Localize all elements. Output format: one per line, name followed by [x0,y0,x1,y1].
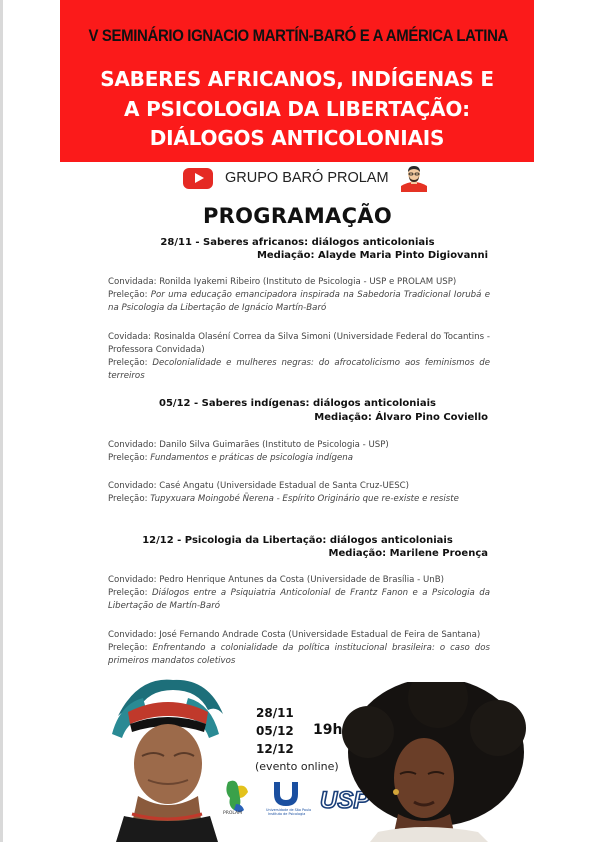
avatar-icon [399,164,429,192]
ip-usp-logo [266,782,311,816]
channel-row [183,164,429,192]
lecture-title: Tupyxuara Moingobé Ñerena - Espírito Originário que re-existe e resiste [150,494,459,504]
lecture-label: Preleção: [108,453,151,463]
channel-name: GRUPO BARÓ PROLAM [225,170,389,186]
lecture-line [108,642,490,668]
session-3-speaker-2 [108,629,490,668]
session-2-speaker-1 [108,439,490,465]
lecture-label: Preleção: [108,290,151,300]
session-2-title: 05/12 - Saberes indígenas: diálogos anticoloniais [159,398,436,409]
lecture-title: Fundamentos e práticas de psicologia indígena [150,453,353,463]
seminar-subtitle-line-3: DIÁLOGOS ANTICOLONIAIS [149,126,445,150]
seminar-title: V SEMINÁRIO IGNACIO MARTÍN-BARÓ E A AMÉRICA LATINA [88,26,508,45]
lecture-line [108,452,490,465]
lecture-line [108,493,490,506]
guest-line: Convidado: Danilo Silva Guimarães (Instituto de Psicologia - USP) [108,440,389,450]
lecture-line [108,587,490,613]
schedule-time: 19h [313,722,343,738]
lecture-line [108,357,490,383]
prolam-text: PROLAM [223,811,242,816]
session-3-mediation: Mediação: Marilene Proença [328,548,488,559]
guest-line: Convidada: Ronilda Iyakemi Ribeiro (Instituto de Psicologia - USP e PROLAM USP) [108,277,457,287]
lecture-title: Diálogos entre a Psiquiatria Anticolonial de Frantz Fanon e a Psicologia da Libertação de Martín-Baró [108,588,490,611]
black-woman-image [338,682,528,842]
seminar-subtitle-line-2: A PSICOLOGIA DA LIBERTAÇÃO: [124,97,470,121]
usp-text: USP [320,787,370,814]
guest-line: Convidado: José Fernando Andrade Costa (Universidade Estadual de Feira de Santana) [108,630,481,640]
session-2-mediation: Mediação: Álvaro Pino Coviello [314,412,488,423]
event-format: (evento online) [255,760,339,773]
schedule-dates [256,704,294,758]
seminar-subtitle-line-1: SABERES AFRICANOS, INDÍGENAS E [100,67,494,91]
session-2-speaker-2 [108,480,490,506]
schedule-date-1: 28/11 [256,706,294,720]
lecture-title: Decolonialidade e mulheres negras: do afrocatolicismo aos feminismos de terreiros [108,358,490,381]
page-edge [0,0,3,842]
program-title: PROGRAMAÇÃO [202,204,393,228]
session-1-speaker-1 [108,276,490,315]
schedule-date-3: 12/12 [256,742,294,756]
header-banner [60,0,534,162]
lecture-label: Preleção: [108,358,153,368]
prolam-logo [223,781,248,816]
session-3-speaker-1 [108,574,490,613]
lecture-label: Preleção: [108,494,151,504]
lecture-title: Enfrentando a colonialidade da política institucional brasileira: o caso dos primeiros mandatos coletivos [108,643,490,666]
ip-logo-text-2: Instituto de Psicologia [268,812,306,816]
session-1-speaker-2 [108,331,490,383]
schedule-date-2: 05/12 [256,724,294,738]
guest-line: Covidada: Rosinalda Olaséní Correa da Silva Simoni (Universidade Federal do Tocantins - Professora Convidada) [108,332,490,355]
lecture-line [108,289,490,315]
ip-logo-text-1: Universidade de São Paulo [266,808,312,812]
session-1-title: 28/11 - Saberes africanos: diálogos anticoloniais [160,237,435,248]
lecture-title: Por uma educação emancipadora inspirada na Sabedoria Tradicional Iorubá e na Psicologia da Libertação de Ignácio Martín-Baró [108,290,491,313]
guest-line: Convidado: Casé Angatu (Universidade Estadual de Santa Cruz-UESC) [108,481,409,491]
lecture-label: Preleção: [108,643,153,653]
session-3-title: 12/12 - Psicologia da Libertação: diálogos anticoloniais [142,535,453,546]
lecture-label: Preleção: [108,588,152,598]
session-1-mediation: Mediação: Alayde Maria Pinto Digiovanni [256,250,488,261]
youtube-icon [183,168,213,189]
guest-line: Convidado: Pedro Henrique Antunes da Costa (Universidade de Brasília - UnB) [108,575,444,585]
indigenous-elder-image [98,676,233,842]
